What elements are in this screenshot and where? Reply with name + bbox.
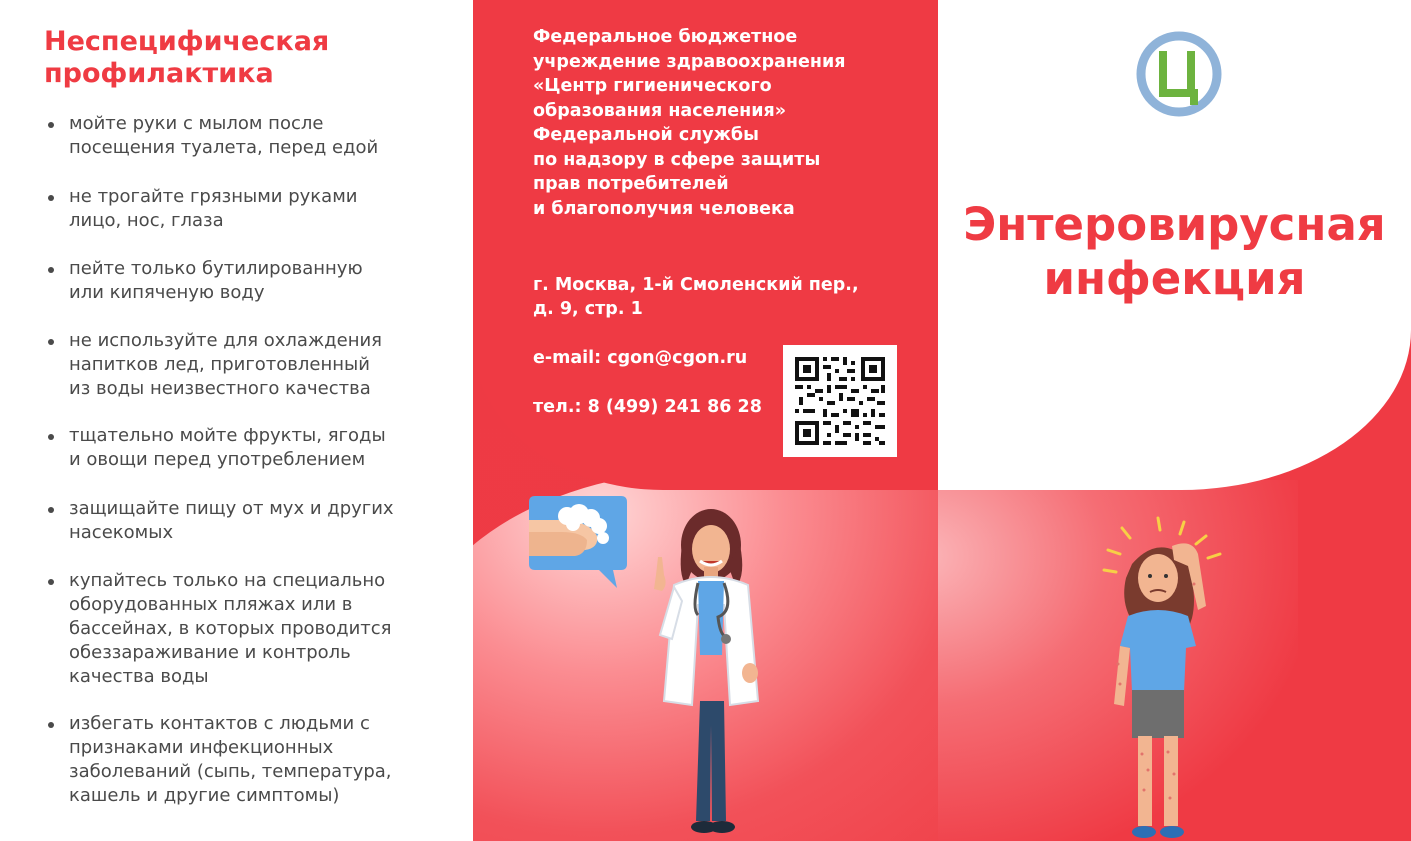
phone: тел.: 8 (499) 241 86 28	[533, 397, 762, 417]
prevention-tip: мойте руки с мылом после посещения туалета, перед едой	[46, 112, 466, 160]
prevention-tip: защищайте пищу от мух и других насекомых	[46, 497, 466, 545]
address: г. Москва, 1-й Смоленский пер., д. 9, стр. 1	[533, 274, 859, 319]
prevention-tip: избегать контактов с людьми с признаками инфекционных заболеваний (сыпь, температура, кашель и другие симптомы)	[46, 712, 466, 808]
prevention-tip: купайтесь только на специально оборудованных пляжах или в бассейнах, в которых проводится обеззараживание и контроль качества воды	[46, 569, 466, 689]
left-panel	[0, 0, 473, 841]
sick-girl-illustration	[1102, 514, 1237, 841]
cgon-logo-icon	[1136, 31, 1222, 117]
prevention-tip: не используйте для охлаждения напитков лед, приготовленный из воды неизвестного качества	[46, 329, 466, 401]
prevention-tip: тщательно мойте фрукты, ягоды и овощи перед употреблением	[46, 424, 466, 472]
prevention-title: Неспецифическая профилактика	[44, 26, 330, 89]
middle-panel	[473, 0, 938, 841]
prevention-tip: пейте только бутилированную или кипяченую воду	[46, 257, 466, 305]
doctor-illustration	[638, 505, 788, 841]
hand-washing-bubble-icon	[527, 494, 629, 590]
email: e-mail: cgon@cgon.ru	[533, 348, 748, 368]
prevention-tip: не трогайте грязными руками лицо, нос, глаза	[46, 185, 466, 233]
organization-name: Федеральное бюджетное учреждение здравоохранения «Центр гигиенического образования населения» Федеральной службы по надзору в сфере защиты прав потребителей и благополучия человека	[533, 27, 846, 219]
main-title: Энтеровирусная инфекция	[963, 198, 1386, 305]
qr-code-icon[interactable]	[783, 345, 897, 457]
right-panel	[938, 0, 1411, 841]
